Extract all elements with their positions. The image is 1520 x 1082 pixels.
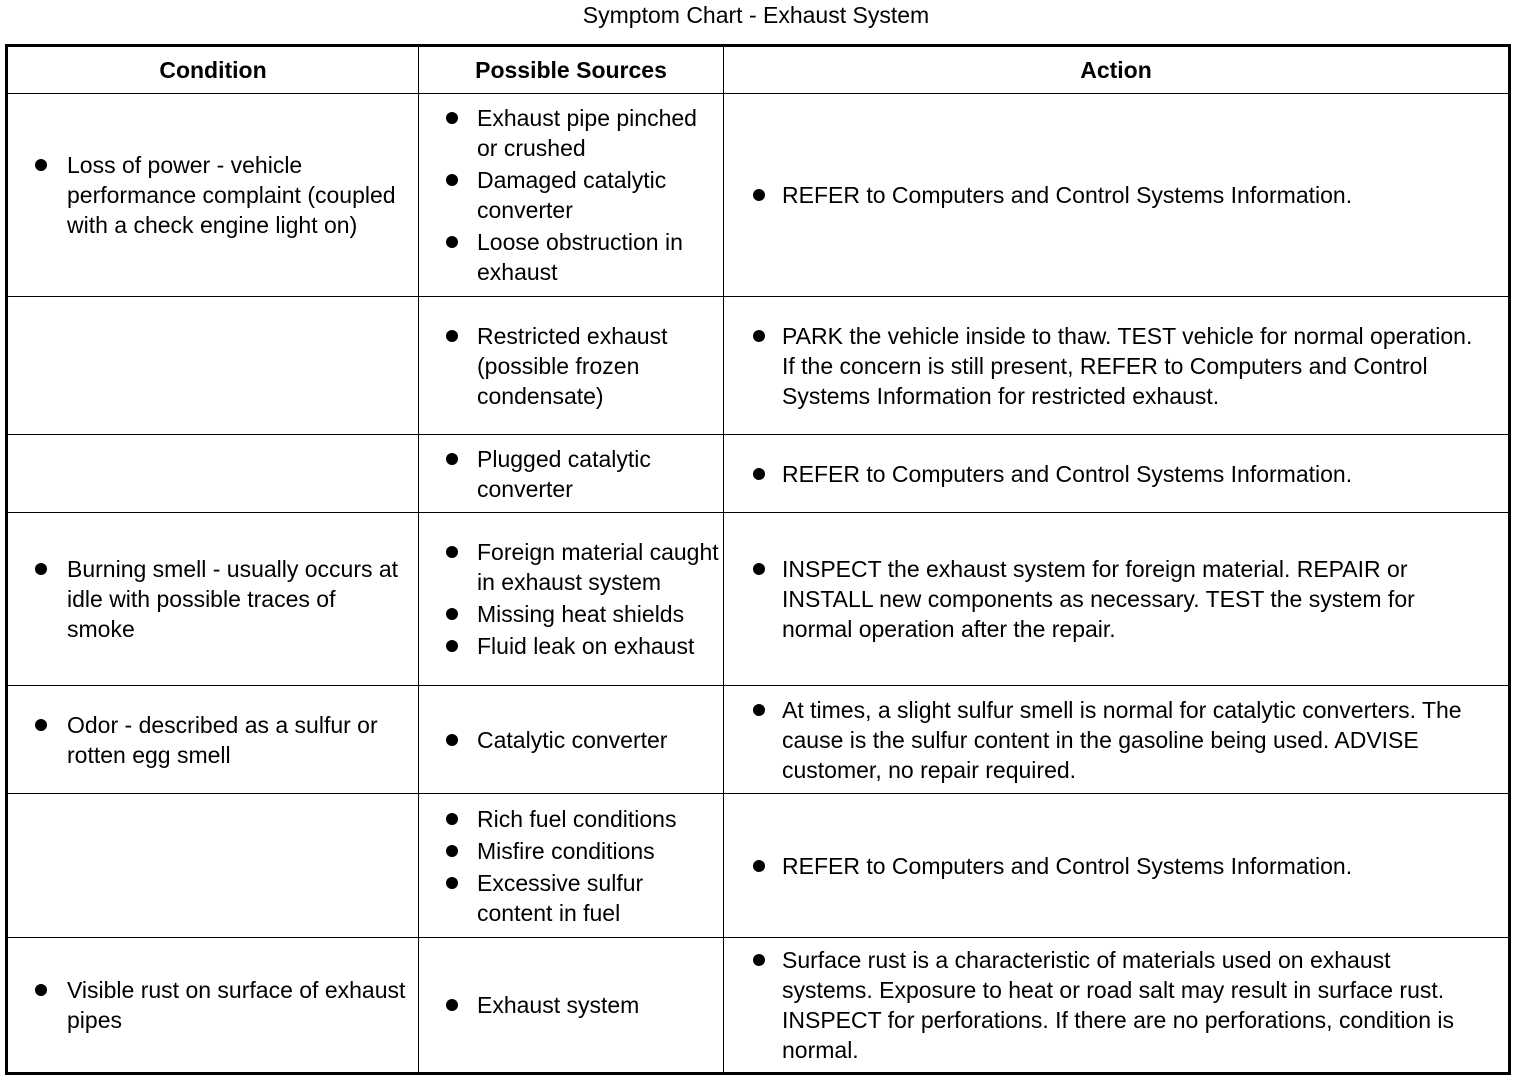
action-cell <box>724 794 1510 938</box>
action-item: INSPECT the exhaust system for foreign material. REPAIR or INSTALL new components as necessary. TEST the system for normal operation after the repair. <box>724 554 1508 644</box>
sources-cell <box>419 938 724 1074</box>
action-cell <box>724 435 1510 513</box>
condition-item: Loss of power - vehicle performance complaint (coupled with a check engine light on) <box>8 150 418 240</box>
source-item: Exhaust pipe pinched or crushed <box>419 103 723 163</box>
action-cell <box>724 94 1510 297</box>
source-item: Restricted exhaust (possible frozen condensate) <box>419 321 723 411</box>
condition-cell <box>7 435 419 513</box>
sources-cell <box>419 686 724 794</box>
condition-cell <box>7 794 419 938</box>
action-cell <box>724 938 1510 1074</box>
header-condition: Condition <box>7 46 419 94</box>
condition-item: Visible rust on surface of exhaust pipes <box>8 975 418 1035</box>
action-item: REFER to Computers and Control Systems Information. <box>724 851 1508 881</box>
condition-cell <box>7 686 419 794</box>
action-item: REFER to Computers and Control Systems Information. <box>724 459 1508 489</box>
header-action: Action <box>724 46 1510 94</box>
action-cell <box>724 686 1510 794</box>
table-row <box>7 297 1510 435</box>
source-item: Foreign material caught in exhaust system <box>419 537 723 597</box>
table-row <box>7 513 1510 686</box>
sources-cell <box>419 94 724 297</box>
header-possible-sources: Possible Sources <box>419 46 724 94</box>
source-item: Loose obstruction in exhaust <box>419 227 723 287</box>
source-item: Fluid leak on exhaust <box>419 631 723 661</box>
source-item: Misfire conditions <box>419 836 723 866</box>
condition-item: Burning smell - usually occurs at idle with possible traces of smoke <box>8 554 418 644</box>
action-item: REFER to Computers and Control Systems Information. <box>724 180 1508 210</box>
header-row <box>7 46 1510 94</box>
source-item: Excessive sulfur content in fuel <box>419 868 723 928</box>
sources-cell <box>419 435 724 513</box>
table-row <box>7 686 1510 794</box>
source-item: Catalytic converter <box>419 725 723 755</box>
condition-cell <box>7 94 419 297</box>
table-row <box>7 938 1510 1074</box>
action-item: PARK the vehicle inside to thaw. TEST vehicle for normal operation. If the concern is still present, REFER to Computers and Control Systems Information for restricted exhaust. <box>724 321 1508 411</box>
table-row <box>7 794 1510 938</box>
condition-cell <box>7 297 419 435</box>
action-item: Surface rust is a characteristic of materials used on exhaust systems. Exposure to heat or road salt may result in surface rust. INSPECT for perforations. If there are no perforations, condition is normal. <box>724 945 1508 1065</box>
sources-cell <box>419 297 724 435</box>
source-item: Missing heat shields <box>419 599 723 629</box>
chart-title: Symptom Chart - Exhaust System <box>582 2 930 28</box>
condition-cell <box>7 513 419 686</box>
condition-item: Odor - described as a sulfur or rotten egg smell <box>8 710 418 770</box>
action-cell <box>724 513 1510 686</box>
symptom-chart-table <box>5 44 1511 1075</box>
table-row <box>7 94 1510 297</box>
source-item: Rich fuel conditions <box>419 804 723 834</box>
table-row <box>7 435 1510 513</box>
source-item: Exhaust system <box>419 990 723 1020</box>
sources-cell <box>419 513 724 686</box>
action-cell <box>724 297 1510 435</box>
sources-cell <box>419 794 724 938</box>
source-item: Damaged catalytic converter <box>419 165 723 225</box>
action-item: At times, a slight sulfur smell is normal for catalytic converters. The cause is the sulfur content in the gasoline being used. ADVISE customer, no repair required. <box>724 695 1508 785</box>
condition-cell <box>7 938 419 1074</box>
source-item: Plugged catalytic converter <box>419 444 723 504</box>
